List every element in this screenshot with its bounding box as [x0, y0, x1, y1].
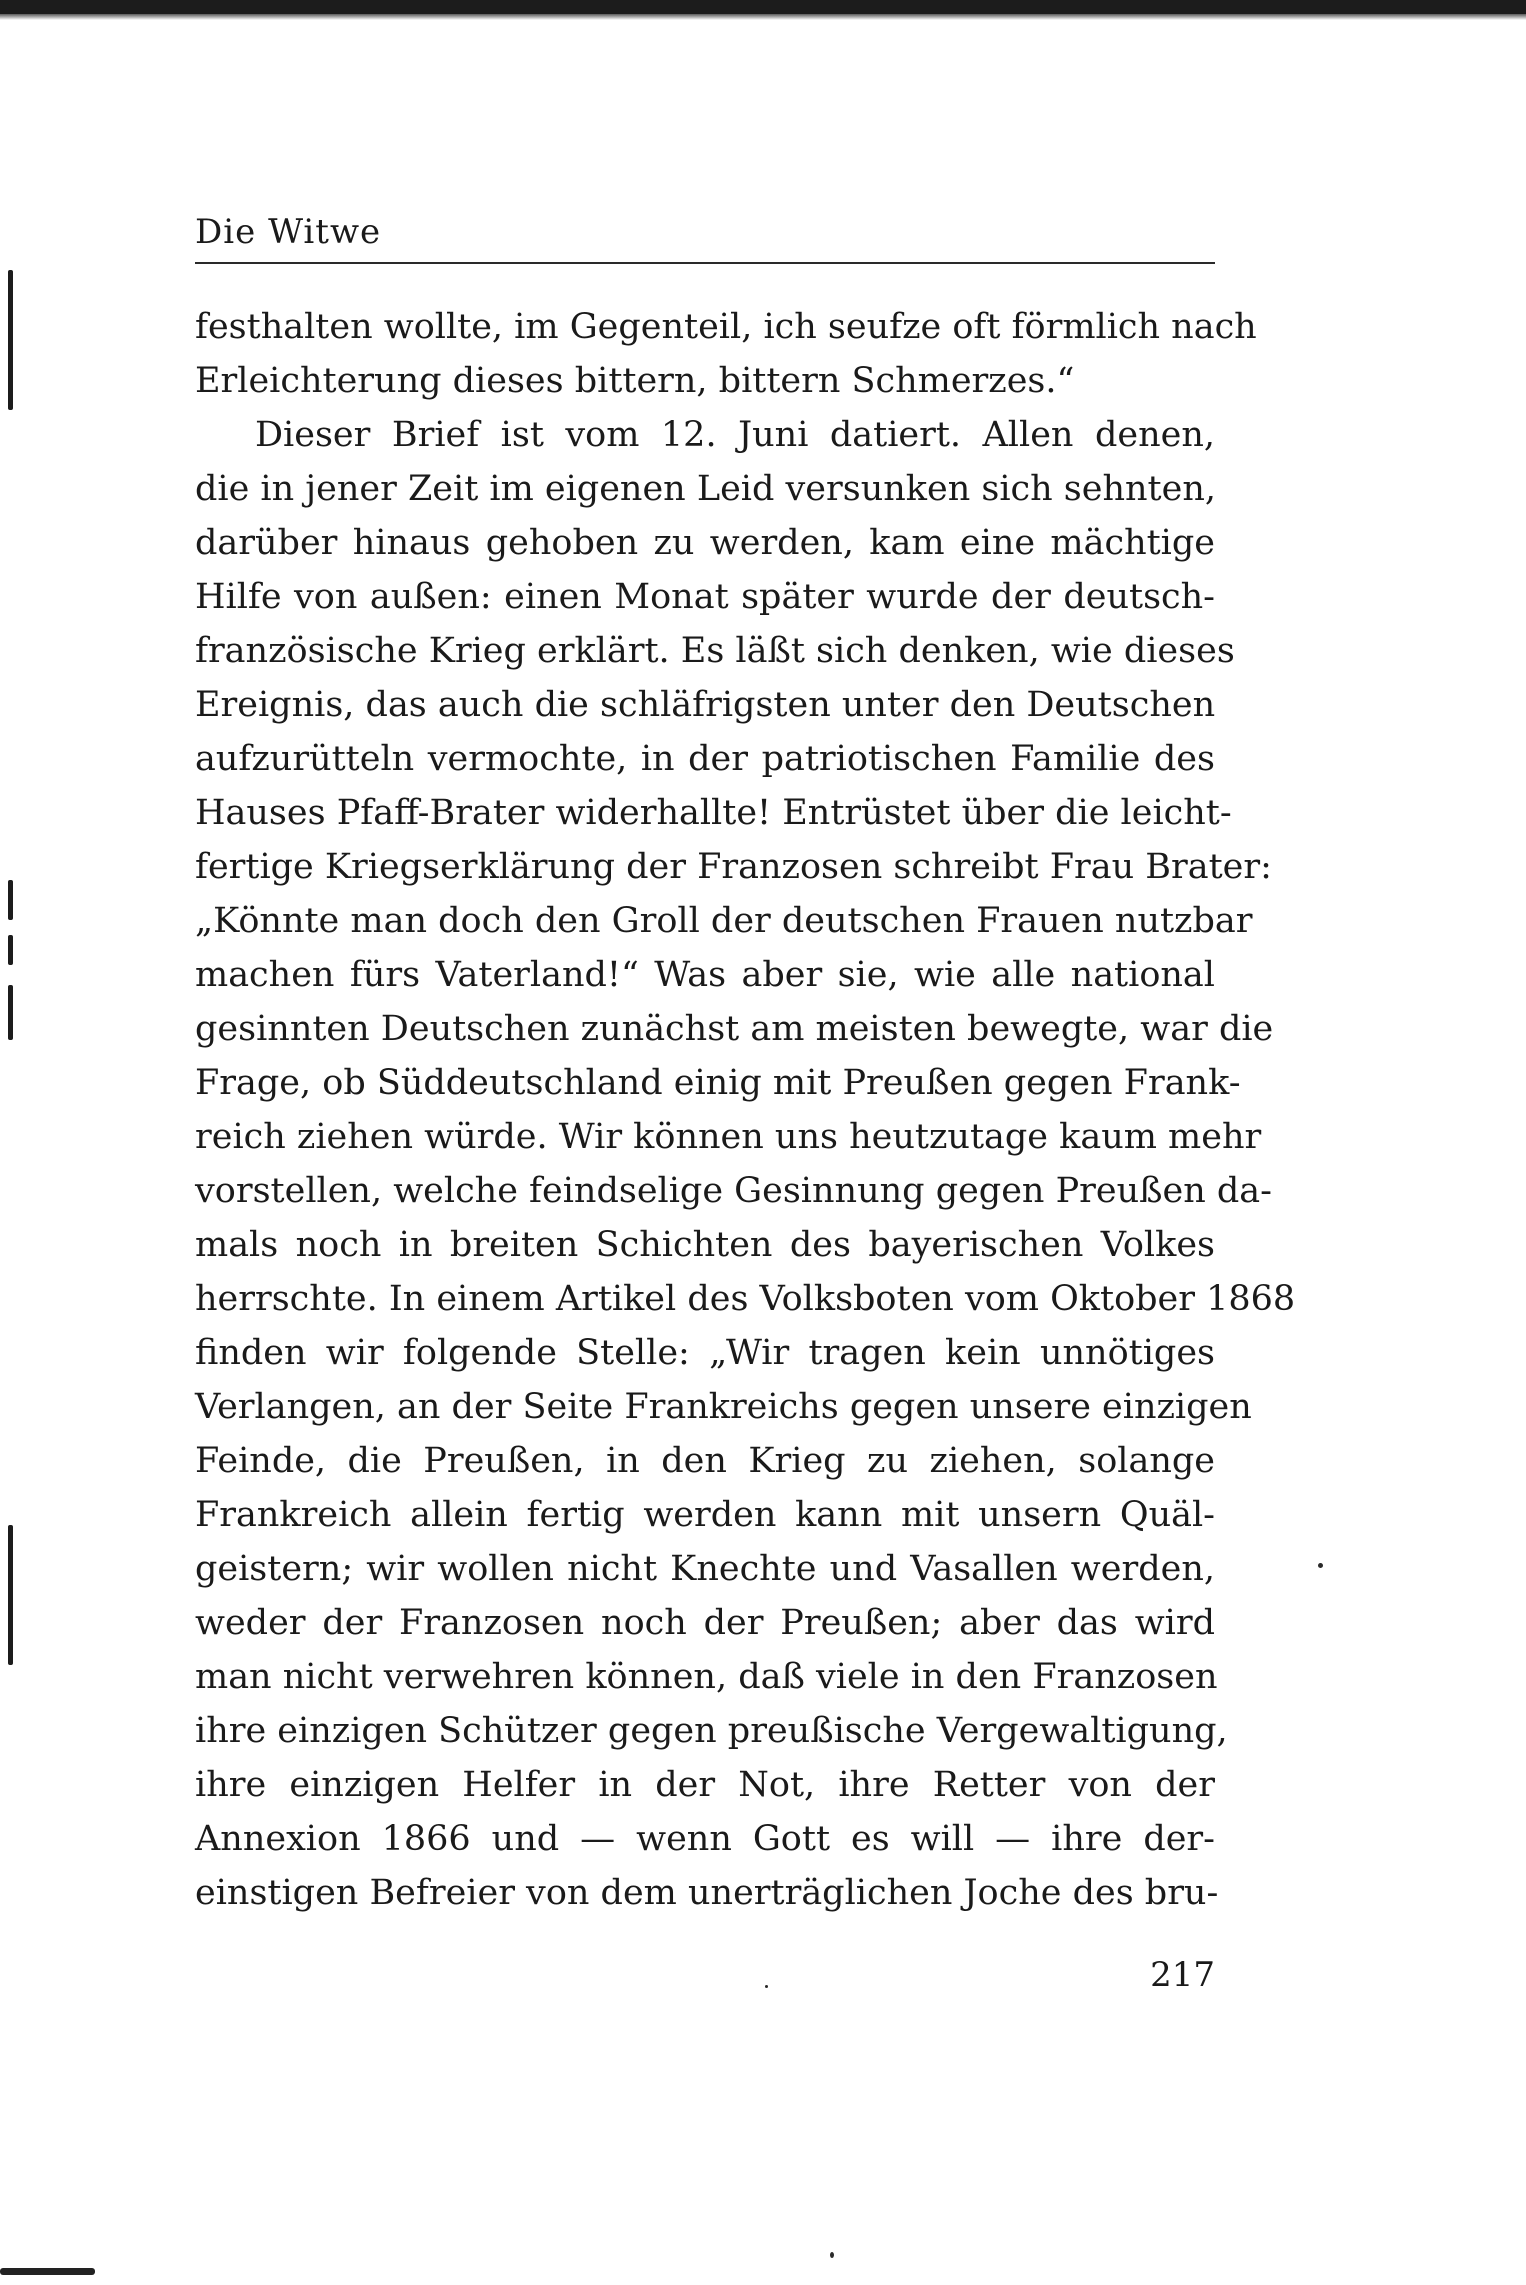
running-head: Die Witwe: [195, 212, 382, 252]
dust-speck: [1318, 1563, 1323, 1568]
text-line: geistern; wir wollen nicht Knechte und Vasallen werden,: [195, 1549, 1215, 1589]
scan-corner-smudge: [0, 2268, 95, 2275]
text-line: Erleichterung dieses bittern, bittern Schmerzes.“: [195, 361, 1075, 401]
text-line: herrschte. In einem Artikel des Volksboten vom Oktober 1868: [195, 1279, 1296, 1319]
text-line: einstigen Befreier von dem unerträglichen Joche des bru-: [195, 1873, 1219, 1913]
text-line: Frage, ob Süddeutschland einig mit Preußen gegen Frank-: [195, 1063, 1241, 1103]
text-line: mals noch in breiten Schichten des bayerischen Volkes: [195, 1225, 1215, 1265]
text-line: Hilfe von außen: einen Monat später wurde der deutsch-: [195, 577, 1215, 617]
text-line: ihre einzigen Schützer gegen preußische Vergewaltigung,: [195, 1711, 1228, 1751]
header-rule: [195, 262, 1215, 264]
text-line: Frankreich allein fertig werden kann mit unsern Quäl-: [195, 1495, 1215, 1535]
margin-mark: [8, 1525, 13, 1665]
text-line: reich ziehen würde. Wir können uns heutzutage kaum mehr: [195, 1117, 1262, 1157]
text-line: die in jener Zeit im eigenen Leid versunken sich sehnten,: [195, 469, 1216, 509]
text-line: Annexion 1866 und — wenn Gott es will — ihre der-: [195, 1819, 1215, 1859]
dust-speck: [830, 2252, 834, 2258]
text-line: aufzurütteln vermochte, in der patriotischen Familie des: [195, 739, 1215, 779]
text-line: machen fürs Vaterland!“ Was aber sie, wie alle national: [195, 955, 1215, 995]
text-line: gesinnten Deutschen zunächst am meisten bewegte, war die: [195, 1009, 1274, 1049]
scan-top-edge: [0, 0, 1526, 14]
text-line: Verlangen, an der Seite Frankreichs gegen unsere einzigen: [195, 1387, 1252, 1427]
text-line: festhalten wollte, im Gegenteil, ich seufze oft förmlich nach: [195, 307, 1257, 347]
text-line: französische Krieg erklärt. Es läßt sich denken, wie dieses: [195, 631, 1235, 671]
text-line: man nicht verwehren können, daß viele in den Franzosen: [195, 1657, 1218, 1697]
text-line: fertige Kriegserklärung der Franzosen schreibt Frau Brater:: [195, 847, 1272, 887]
text-line: ihre einzigen Helfer in der Not, ihre Retter von der: [195, 1765, 1215, 1805]
text-line: Dieser Brief ist vom 12. Juni datiert. Allen denen,: [255, 415, 1215, 455]
margin-mark: [8, 880, 13, 920]
body-text: [195, 300, 1296, 1920]
text-line: „Könnte man doch den Groll der deutschen Frauen nutzbar: [195, 901, 1253, 941]
text-line: Feinde, die Preußen, in den Krieg zu ziehen, solange: [195, 1441, 1215, 1481]
page-number: 217: [1150, 1955, 1215, 1995]
text-line: Hauses Pfaff-Brater widerhallte! Entrüstet über die leicht-: [195, 793, 1232, 833]
margin-mark: [8, 270, 13, 410]
text-line: Ereignis, das auch die schläfrigsten unter den Deutschen: [195, 685, 1216, 725]
margin-mark: [8, 985, 13, 1040]
dust-speck: [765, 1985, 768, 1988]
text-line: weder der Franzosen noch der Preußen; aber das wird: [195, 1603, 1215, 1643]
text-line: darüber hinaus gehoben zu werden, kam eine mächtige: [195, 523, 1215, 563]
text-line: vorstellen, welche feindselige Gesinnung gegen Preußen da-: [195, 1171, 1272, 1211]
text-line: finden wir folgende Stelle: „Wir tragen kein unnötiges: [195, 1333, 1215, 1373]
margin-mark: [8, 935, 13, 965]
